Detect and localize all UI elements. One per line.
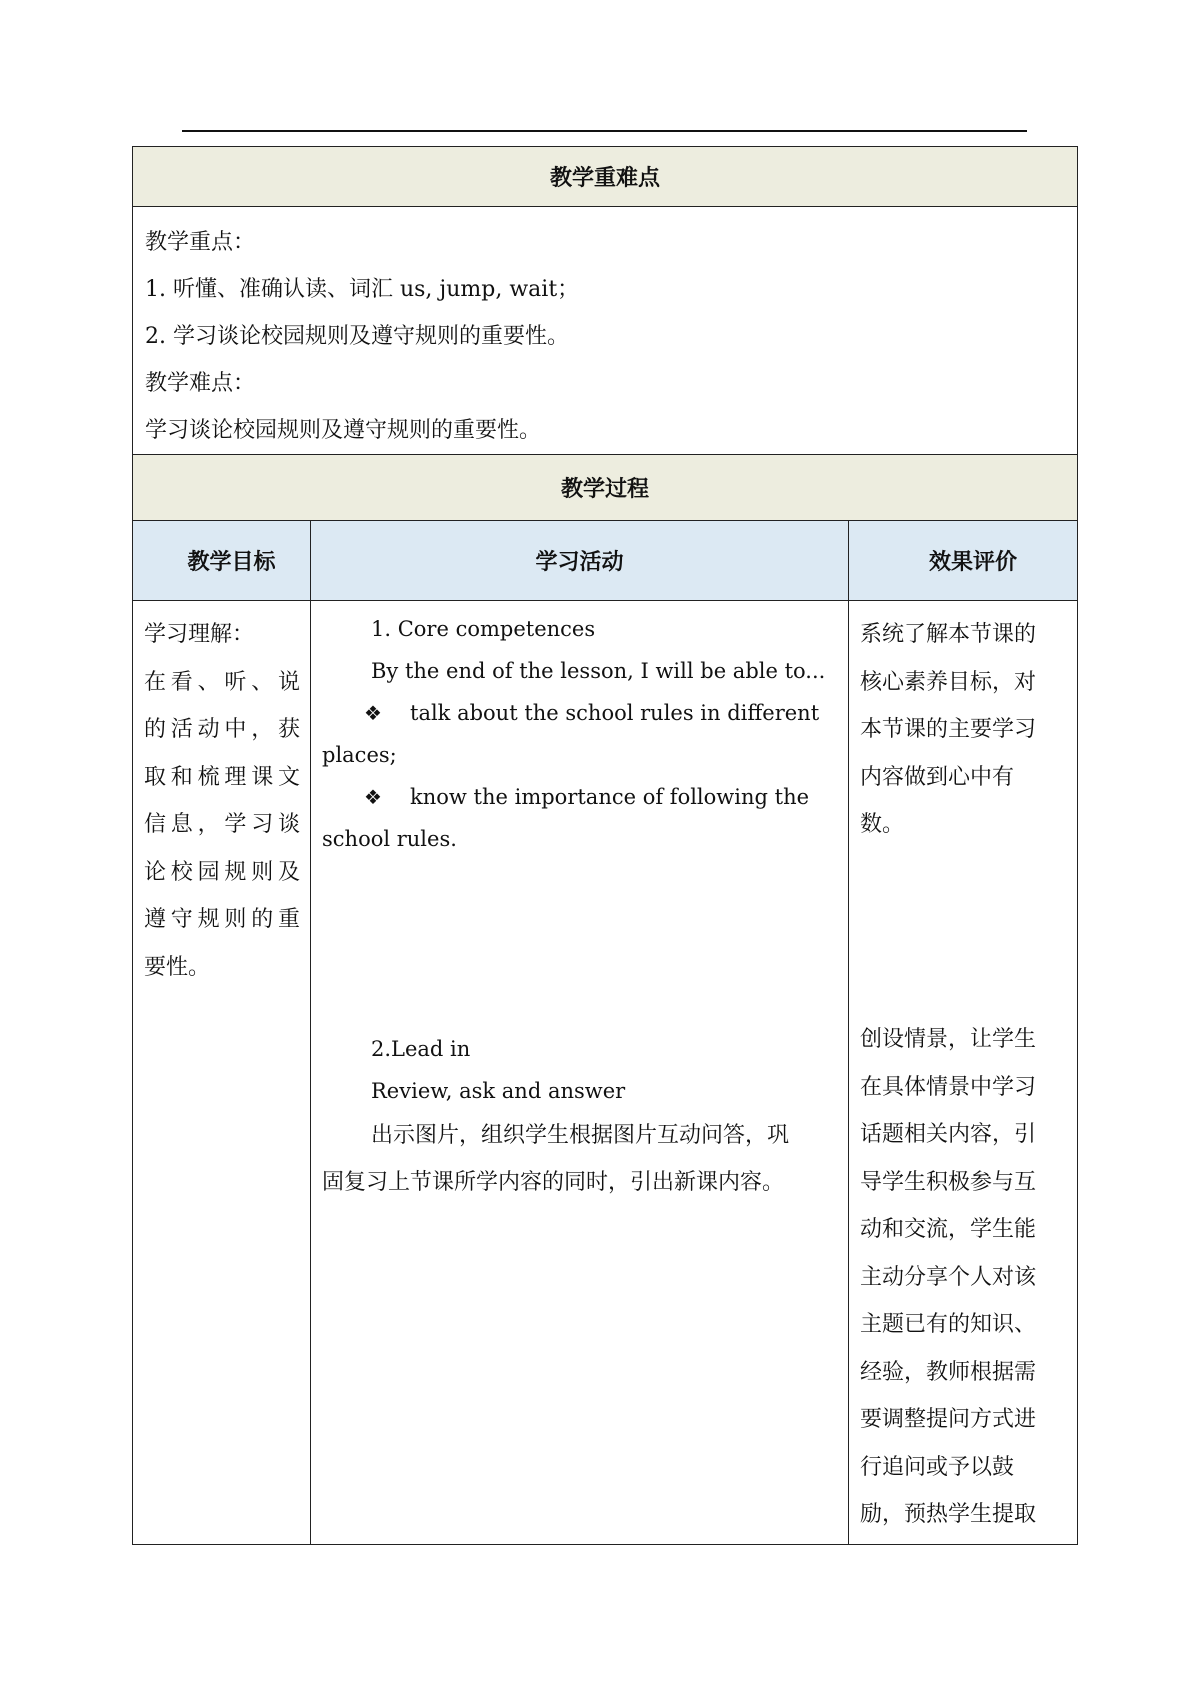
- evaluation-line: 主动分享个人对该: [860, 1264, 1037, 1290]
- key-points-header: [133, 147, 1077, 207]
- activity-cell: [311, 601, 849, 1544]
- goal-line: 论校园规则及: [144, 859, 300, 885]
- activity-core-competences: [322, 608, 836, 860]
- goal-line: 的活动中，获: [144, 717, 300, 742]
- bullet-text: know the importance of following the: [410, 785, 810, 809]
- evaluation-line: 创设情景，让学生: [860, 1027, 1037, 1052]
- evaluation-2: [860, 1016, 1067, 1539]
- activity-lead-in: [322, 1028, 836, 1206]
- column-header-evaluation: 效果评价: [928, 550, 1017, 575]
- evaluation-cell: [849, 601, 1077, 1544]
- evaluation-line: 在具体情景中学习: [860, 1074, 1037, 1100]
- goal-line: 在看、听、说: [144, 669, 300, 695]
- activity-2-subtitle: Review, ask and answer: [371, 1079, 626, 1103]
- bullet-item: [322, 692, 836, 734]
- key-points-header-text: 教学重难点: [549, 166, 660, 191]
- activity-1-title: 1. Core competences: [371, 617, 596, 641]
- goal-cell: [133, 601, 311, 1544]
- evaluation-line: 导学生积极参与互: [860, 1169, 1037, 1195]
- activity-2-title: 2.Lead in: [371, 1037, 471, 1061]
- column-header-goal: 教学目标: [133, 521, 311, 600]
- evaluation-line: 数。: [860, 812, 905, 837]
- evaluation-line: 核心素养目标，对: [860, 669, 1037, 695]
- goal-line: 要性。: [144, 954, 211, 980]
- lesson-plan-table: [132, 146, 1078, 1545]
- evaluation-1: [860, 611, 1067, 849]
- goal-line: 信息，学习谈: [144, 812, 300, 837]
- goal-text: [144, 659, 300, 992]
- focus-label: 教学重点：: [145, 230, 256, 255]
- activity-2-desc-line: 固复习上节课所学内容的同时，引出新课内容。: [322, 1170, 785, 1195]
- evaluation-line: 经验，教师根据需: [860, 1359, 1037, 1385]
- column-header-activity: 学习活动: [311, 521, 849, 600]
- evaluation-line: 动和交流，学生能: [860, 1217, 1037, 1242]
- process-header: [133, 455, 1077, 521]
- focus-item-2: 2. 学习谈论校园规则及遵守规则的重要性。: [145, 324, 569, 349]
- evaluation-line: 励，预热学生提取: [860, 1502, 1037, 1527]
- difficulty-label: 教学难点：: [145, 371, 256, 396]
- focus-item-1: 1. 听懂、准确认读、词汇 us, jump, wait；: [145, 277, 580, 302]
- evaluation-line: 行追问或予以鼓: [860, 1454, 1015, 1480]
- evaluation-line: 要调整提问方式进: [860, 1407, 1037, 1432]
- process-body-row: [133, 601, 1077, 1544]
- diamond-bullet-icon: ❖: [364, 785, 382, 809]
- activity-1-intro: By the end of the lesson, I will be able to...: [371, 659, 826, 683]
- bullet-text-continued: places;: [322, 743, 397, 767]
- goal-label: 学习理解：: [144, 622, 255, 647]
- goal-line: 取和梳理课文: [144, 764, 300, 790]
- evaluation-line: 系统了解本节课的: [860, 622, 1037, 647]
- activity-2-desc-line: 出示图片，组织学生根据图片互动问答，巩: [371, 1123, 790, 1148]
- header-rule: [182, 130, 1027, 132]
- bullet-item: [322, 776, 836, 818]
- key-points-body: [133, 207, 1077, 455]
- process-header-text: 教学过程: [560, 477, 649, 502]
- evaluation-line: 话题相关内容，引: [860, 1122, 1037, 1147]
- evaluation-line: 本节课的主要学习: [860, 717, 1037, 742]
- bullet-text-continued: school rules.: [322, 827, 457, 851]
- evaluation-line: 内容做到心中有: [860, 764, 1015, 790]
- evaluation-line: 主题已有的知识、: [860, 1312, 1037, 1337]
- diamond-bullet-icon: ❖: [364, 701, 382, 725]
- difficulty-item: 学习谈论校园规则及遵守规则的重要性。: [145, 418, 542, 443]
- bullet-text: talk about the school rules in different: [410, 701, 820, 725]
- column-header-row: [133, 521, 1077, 601]
- goal-line: 遵守规则的重: [144, 907, 300, 932]
